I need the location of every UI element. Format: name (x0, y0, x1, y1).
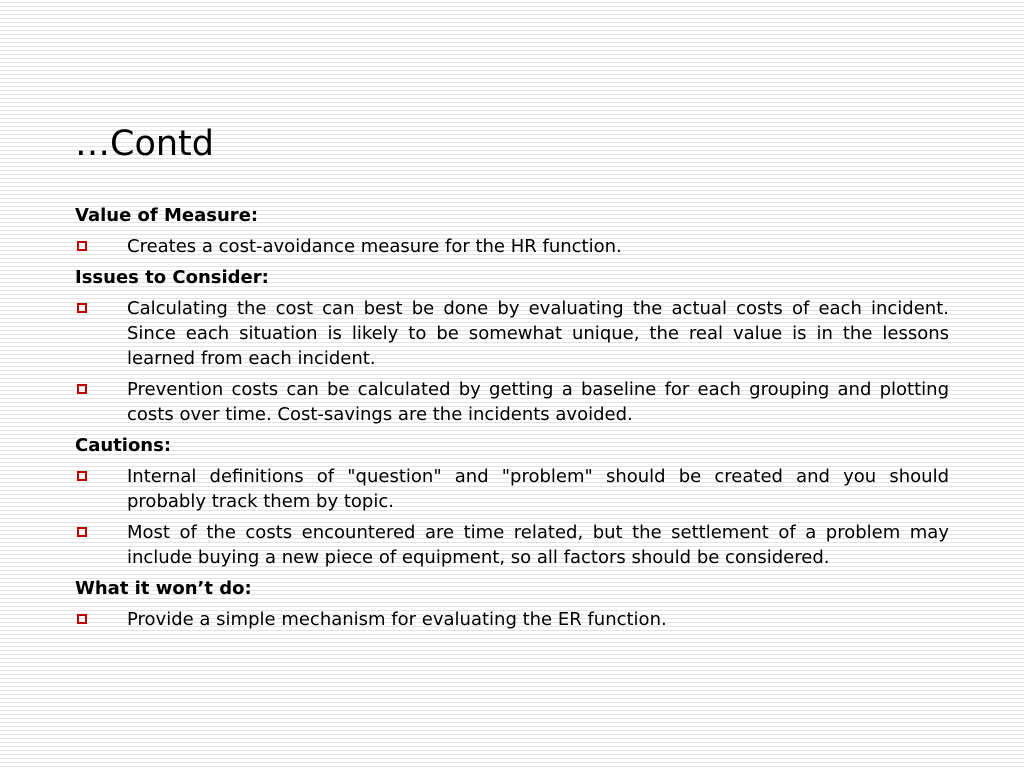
hollow-square-bullet-icon (77, 384, 87, 394)
bullet-text: Most of the costs encountered are time related, but the settlement of a problem may include buying a new piece of equipment, so all factors should be considered. (127, 522, 949, 568)
bullet-item (75, 464, 949, 514)
bullet-text: Internal definitions of "question" and "problem" should be created and you should probably track them by topic. (127, 466, 949, 512)
hollow-square-bullet-icon (77, 614, 87, 624)
bullet-item (75, 377, 949, 427)
slide-content (75, 203, 949, 638)
section-heading-what-it-wont-do: What it won’t do: (75, 578, 252, 599)
section-heading-issues-to-consider: Issues to Consider: (75, 267, 269, 288)
hollow-square-bullet-icon (77, 303, 87, 313)
section-heading-cautions: Cautions: (75, 435, 172, 456)
bullet-text: Provide a simple mechanism for evaluating the ER function. (127, 609, 667, 630)
section-heading-value-of-measure: Value of Measure: (75, 205, 259, 226)
hollow-square-bullet-icon (77, 527, 87, 537)
bullet-text: Calculating the cost can best be done by evaluating the actual costs of each incident. Since each situation is likely to be somewhat unique, the real value is in the lessons learned from each incident. (127, 298, 949, 369)
bullet-item (75, 607, 949, 632)
hollow-square-bullet-icon (77, 471, 87, 481)
bullet-text: Prevention costs can be calculated by getting a baseline for each grouping and plotting costs over time. Cost-savings are the incidents avoided. (127, 379, 949, 425)
slide-title: …Contd (75, 124, 214, 164)
bullet-text: Creates a cost-avoidance measure for the HR function. (127, 236, 622, 257)
bullet-item (75, 234, 949, 259)
bullet-item (75, 296, 949, 371)
bullet-item (75, 520, 949, 570)
hollow-square-bullet-icon (77, 241, 87, 251)
